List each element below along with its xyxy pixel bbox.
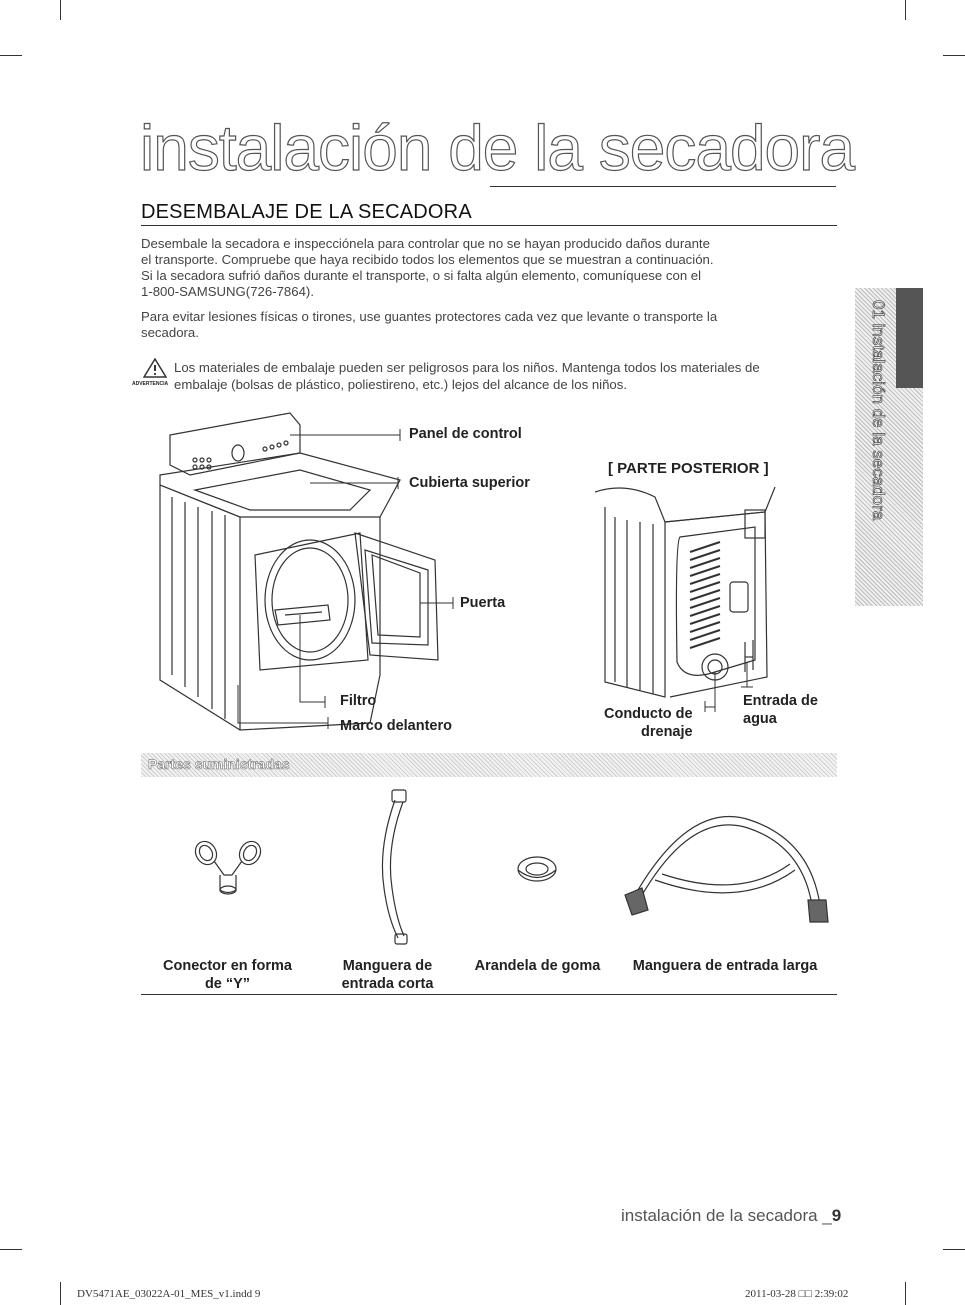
rubber-washer-icon: [515, 855, 560, 885]
gloves-paragraph: Para evitar lesiones físicas o tirones, use guantes protectores cada vez que levante o transporte la secadora.: [141, 309, 718, 340]
part-caption-short-hose: Manguera de entrada corta: [341, 958, 434, 992]
parts-bottom-rule: [141, 994, 837, 995]
warning-line-1: Los materiales de embalaje pueden ser peligrosos para los niños. Mantenga todos los materiales de: [174, 360, 760, 375]
crop-mark: [0, 1249, 22, 1250]
label-front-frame: Marco delantero: [340, 718, 452, 734]
dryer-front-illustration: [150, 405, 470, 735]
page-title: instalación de la secadora: [140, 112, 855, 184]
crop-mark: [60, 0, 61, 20]
warning-label: ADVERTENCIA: [132, 381, 169, 387]
rear-title: [ PARTE POSTERIOR ]: [608, 460, 769, 477]
label-water-2: agua: [743, 711, 777, 727]
side-tab-accent: [896, 288, 923, 388]
label-control-panel: Panel de control: [409, 426, 522, 442]
crop-mark: [905, 1282, 906, 1305]
print-info-left: DV5471AE_03022A-01_MES_v1.indd 9: [77, 1288, 261, 1300]
page-number: 9: [831, 1206, 842, 1225]
label-door: Puerta: [460, 595, 506, 611]
crop-mark: [905, 0, 906, 20]
crop-mark: [943, 1249, 965, 1250]
dryer-rear-illustration: [595, 482, 780, 712]
crop-mark: [60, 1282, 61, 1305]
short-hose-icon: [370, 788, 415, 948]
warning-icon: [143, 358, 167, 378]
crop-mark: [0, 55, 22, 56]
page-footer: instalación de la secadora _9: [621, 1206, 842, 1225]
title-rule: [490, 186, 836, 187]
part-caption-long-hose: Manguera de entrada larga: [632, 958, 818, 974]
part-caption-rubber-washer: Arandela de goma: [474, 958, 601, 974]
label-water-1: Entrada de: [743, 693, 818, 709]
label-filter: Filtro: [340, 693, 377, 709]
crop-mark: [943, 55, 965, 56]
part-caption-y-connector: Conector en forma de “Y”: [163, 958, 292, 992]
print-info-right: 2011-03-28 □□ 2:39:02: [745, 1288, 849, 1300]
side-tab-label: 01 instalación de la secadora: [869, 300, 888, 521]
long-hose-icon: [620, 800, 835, 930]
label-top-cover: Cubierta superior: [409, 475, 530, 491]
label-drain-2: drenaje: [641, 724, 693, 740]
section-rule: [141, 225, 837, 226]
warning-line-2: embalaje (bolsas de plástico, poliestireno, etc.) lejos del alcance de los niños.: [174, 377, 628, 392]
section-heading: DESEMBALAJE DE LA SECADORA: [141, 201, 472, 223]
label-drain-1: Conducto de: [604, 706, 693, 722]
y-connector-icon: [192, 835, 264, 897]
parts-heading: Partes suministradas: [148, 756, 290, 772]
intro-paragraph: Desembale la secadora e inspecciónela para controlar que no se hayan producido daños durante el transporte. Compruebe que haya recibido todos los elementos que se muestran a continuación. Si la secadora sufrió daños durante el transporte, o si falta algún elemento, comuníquese con el 1-800-SAMSUNG(726-7864).: [141, 236, 714, 299]
